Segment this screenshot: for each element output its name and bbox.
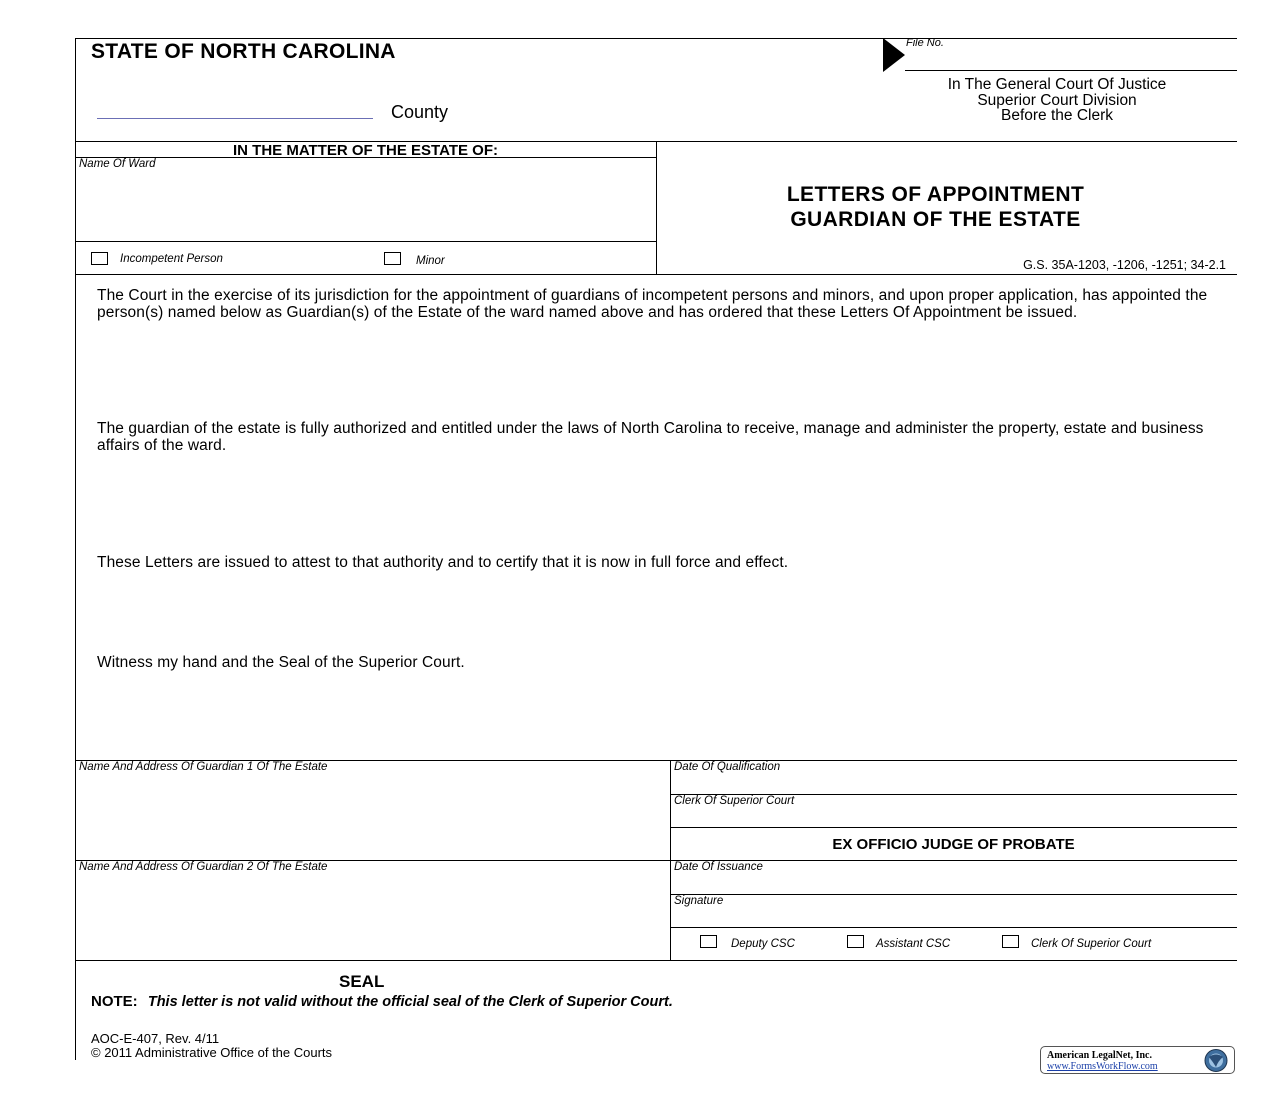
badge-url[interactable]: www.FormsWorkFlow.com	[1047, 1061, 1158, 1072]
minor-checkbox[interactable]	[384, 252, 401, 265]
county-input[interactable]	[97, 98, 373, 119]
file-no-label: File No.	[906, 37, 944, 49]
state-heading: STATE OF NORTH CAROLINA	[91, 40, 396, 63]
clerk-superior-court-checkbox[interactable]	[1002, 935, 1019, 948]
date-qualification-input[interactable]	[676, 775, 1232, 792]
ward-name-label: Name Of Ward	[79, 158, 156, 170]
guardian-1-input[interactable]	[80, 778, 664, 856]
clerk-input[interactable]	[676, 808, 1232, 825]
badge-name: American LegalNet, Inc.	[1047, 1050, 1152, 1061]
incompetent-person-checkbox[interactable]	[91, 252, 108, 265]
left-border	[75, 38, 76, 1060]
file-no-underline	[905, 70, 1237, 71]
paragraph-appointment: The Court in the exercise of its jurisdiction for the appointment of guardians of incompetent persons and minors, and upon proper application, has appointed the person(s) named below as Guardian(s) of the Estate of the ward named above and has ordered that these Letters Of Appointment be issued.	[97, 287, 1208, 321]
signature-rule	[670, 927, 1237, 928]
guardian-2-label: Name And Address Of Guardian 2 Of The Estate	[79, 861, 328, 873]
minor-label: Minor	[416, 255, 445, 267]
deputy-csc-label: Deputy CSC	[731, 938, 795, 950]
statute-citation: G.S. 35A-1203, -1206, -1251; 34-2.1	[1023, 258, 1226, 272]
paragraph-witness: Witness my hand and the Seal of the Superior Court.	[97, 654, 465, 671]
note-line	[91, 993, 673, 1010]
judge-heading: EX OFFICIO JUDGE OF PROBATE	[832, 836, 1075, 853]
clerk-rule	[670, 827, 1237, 828]
date-issuance-rule	[670, 894, 1237, 895]
guardian-1-label: Name And Address Of Guardian 1 Of The Estate	[79, 761, 328, 773]
signature-label: Signature	[674, 895, 724, 907]
court-line-1: In The General Court Of Justice	[947, 76, 1167, 93]
copyright: © 2011 Administrative Office of the Courts	[91, 1045, 333, 1060]
note-label: NOTE:	[91, 993, 138, 1010]
file-no-arrow-icon	[882, 38, 906, 72]
incompetent-person-label: Incompetent Person	[120, 253, 223, 265]
deputy-csc-checkbox[interactable]	[700, 935, 717, 948]
court-line-2: Superior Court Division	[977, 91, 1137, 109]
guardian-2-input[interactable]	[80, 878, 664, 956]
matter-heading: IN THE MATTER OF THE ESTATE OF:	[233, 142, 498, 159]
title-line-2: GUARDIAN OF THE ESTATE	[790, 208, 1081, 231]
form-title	[656, 182, 1237, 232]
title-section-bottom	[75, 274, 1237, 275]
form-number: AOC-E-407, Rev. 4/11	[91, 1031, 220, 1046]
county-label: County	[391, 102, 449, 122]
title-line-1: LETTERS OF APPOINTMENT	[786, 183, 1085, 206]
top-border	[75, 38, 1237, 39]
ward-box-bottom	[75, 241, 656, 242]
clerk-superior-court-label: Clerk Of Superior Court	[1031, 938, 1152, 950]
americanlegalnet-badge[interactable]	[1040, 1046, 1235, 1074]
date-issuance-input[interactable]	[676, 875, 1232, 892]
court-line-3: Before the Clerk	[1001, 107, 1113, 124]
lower-section-bottom	[75, 960, 1237, 961]
file-no-input[interactable]	[912, 50, 1232, 68]
paragraph-attest: These Letters are issued to attest to that authority and to certify that it is now in full force and effect.	[97, 554, 789, 571]
assistant-csc-checkbox[interactable]	[847, 935, 864, 948]
paragraph-authority: The guardian of the estate is fully authorized and entitled under the laws of North Carolina to receive, manage and administer the property, estate and business affairs of the ward.	[97, 420, 1204, 454]
date-issuance-label: Date Of Issuance	[674, 861, 763, 873]
note-text: This letter is not valid without the official seal of the Clerk of Superior Court.	[147, 994, 673, 1010]
globe-logo-icon	[1201, 1048, 1231, 1073]
clerk-label: Clerk Of Superior Court	[674, 795, 795, 807]
signature-input[interactable]	[676, 908, 1232, 925]
court-block	[900, 77, 1214, 124]
seal-label: SEAL	[339, 972, 385, 991]
assistant-csc-label: Assistant CSC	[876, 938, 951, 950]
ward-name-input[interactable]	[80, 174, 650, 236]
date-qualification-label: Date Of Qualification	[674, 761, 781, 773]
